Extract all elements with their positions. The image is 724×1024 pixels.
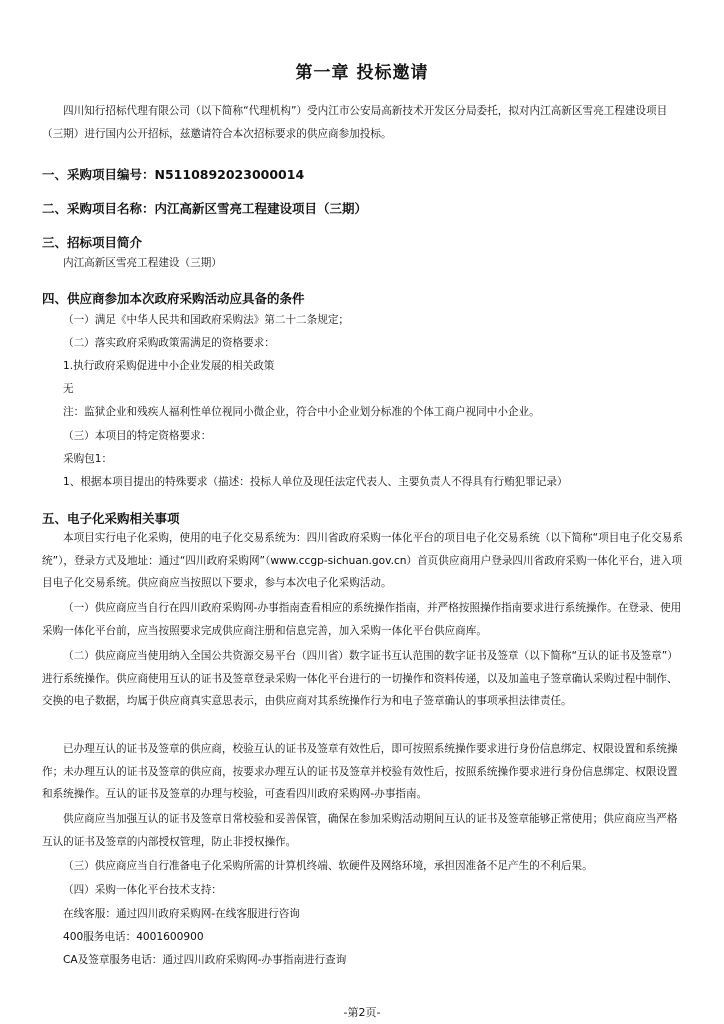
section-2-label: 二、采购项目名称： — [42, 201, 155, 216]
section-1-label: 一、采购项目编号： — [42, 167, 155, 182]
condition-item: 1、根据本项目提出的特殊要求（描述：投标人单位及现任法定代表人、主要负责人不得具有行贿犯罪记录） — [63, 476, 568, 488]
tech-support-heading: （四）采购一体化平台技术支持： — [63, 884, 222, 896]
condition-item: 采购包1： — [63, 453, 113, 465]
section-3-content: 内江高新区雪亮工程建设（三期） — [63, 257, 222, 269]
section-5-paragraph-2: （一）供应商应当自行在四川政府采购网-办事指南查看相应的系统操作指南，并严格按照操作指南要求进行系统操作。在登录、使用采购一体化平台前，应当按照要求完成供应商注册和信息完善，加入采购一体化平台供应商库。 — [42, 602, 682, 637]
condition-item: 1.执行政府采购促进中小企业发展的相关政策 — [63, 360, 275, 372]
chapter-title: 第一章 投标邀请 — [295, 63, 429, 83]
condition-note: 注：监狱企业和残疾人福利性单位视同小微企业，符合中小企业划分标准的个体工商户视同中小企业。 — [63, 406, 540, 418]
section-2-heading — [42, 199, 367, 217]
intro-paragraph: 四川知行招标代理有限公司（以下简称“代理机构”）受内江市公安局高新技术开发区分局委托，拟对内江高新区雪亮工程建设项目（三期）进行国内公开招标，兹邀请符合本次招标要求的供应商参加投标。 — [42, 105, 668, 140]
page-number: -第2页- — [343, 1006, 381, 1019]
section-5-paragraph-5: 供应商应当加强互认的证书及签章日常校验和妥善保管，确保在参加采购活动期间互认的证书及签章能够正常使用；供应商应当严格互认的证书及签章的内部授权管理，防止非授权操作。 — [42, 813, 678, 848]
section-1-heading — [42, 165, 304, 183]
section-5-heading: 五、电子化采购相关事项 — [42, 511, 180, 526]
condition-item: 无 — [63, 383, 74, 395]
project-number: N5110892023000014 — [154, 167, 305, 182]
section-5-paragraph-1: 本项目实行电子化采购，使用的电子化交易系统为：四川省政府采购一体化平台的项目电子化交易系统（以下简称“项目电子化交易系统”），登录方式及地址：通过“四川政府采购网”（www.ccgp-sichuan.gov.cn）首页供应商用户登录四川省政府采购一体化平台，进入项目电子化交易系统。供应商应当按照以下要求，参与本次电子化采购活动。 — [42, 532, 683, 589]
section-5-paragraph-4: 已办理互认的证书及签章的供应商，校验互认的证书及签章有效性后，即可按照系统操作要求进行身份信息绑定、权限设置和系统操作；未办理互认的证书及签章的供应商，按要求办理互认的证书及签章并校验有效性后，按照系统操作要求进行身份信息绑定、权限设置和系统操作。互认的证书及签章的办理与校验，可查看四川政府采购网-办事指南。 — [42, 743, 678, 800]
condition-item: （一）满足《中华人民共和国政府采购法》第二十二条规定； — [63, 314, 350, 326]
condition-item: （三）本项目的特定资格要求： — [63, 430, 212, 442]
section-3-heading: 三、招标项目简介 — [42, 235, 143, 250]
section-5-paragraph-6: （三）供应商应当自行准备电子化采购所需的计算机终端、软硬件及网络环境，承担因准备不足产生的不利后果。 — [63, 860, 593, 872]
support-line: CA及签章服务电话：通过四川政府采购网-办事指南进行查询 — [63, 954, 347, 966]
section-5-paragraph-3: （二）供应商应当使用纳入全国公共资源交易平台（四川省）数字证书互认范围的数字证书及签章（以下简称“互认的证书及签章”）进行系统操作。供应商使用互认的证书及签章登录采购一体化平台进行的一切操作和资料传递，以及加盖电子签章确认采购过程中制作、交换的电子数据，均属于供应商真实意思表示，由供应商对其系统操作行为和电子签章确认的事项承担法律责任。 — [42, 650, 678, 707]
support-line: 400服务电话：4001600900 — [63, 931, 204, 943]
project-name: 内江高新区雪亮工程建设项目（三期） — [154, 201, 368, 216]
support-line: 在线客服：通过四川政府采购网-在线客服进行咨询 — [63, 908, 300, 920]
section-4-heading: 四、供应商参加本次政府采购活动应具备的条件 — [42, 291, 305, 306]
condition-item: （二）落实政府采购政策需满足的资格要求： — [63, 337, 275, 349]
